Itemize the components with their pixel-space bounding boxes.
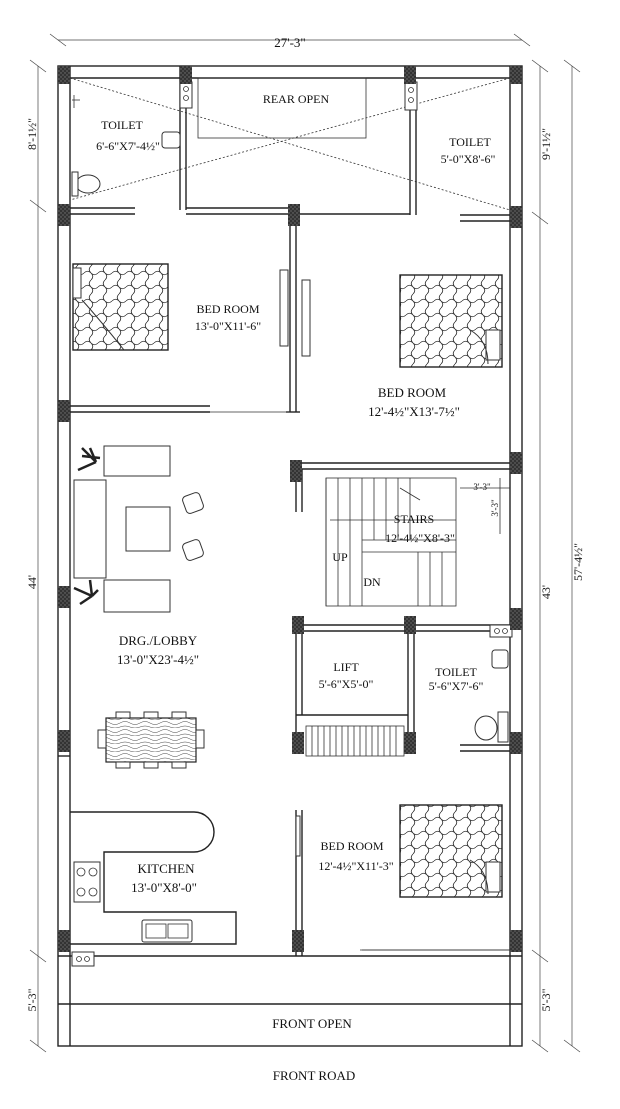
- toilet-right-size: 5'-0"X8'-6": [440, 152, 496, 166]
- lobby-name: DRG./LOBBY: [118, 633, 198, 648]
- stairs-down: DN: [363, 575, 381, 589]
- stairs-size: 12'-4½"X8'-3": [385, 531, 455, 545]
- front-road-label: FRONT ROAD: [272, 1068, 356, 1083]
- toilet-left-name: TOILET: [101, 118, 143, 132]
- lobby-size: 13'-0"X23'-4½": [116, 652, 200, 667]
- lift-size: 5'-6"X5'-0": [318, 677, 374, 691]
- bedroom-2-size: 12'-4½"X13'-7½": [368, 404, 460, 419]
- sink-icon: [142, 920, 192, 942]
- toilet-left-tank-icon: [72, 172, 78, 196]
- bed-1-icon: [73, 264, 168, 350]
- bedroom-1-size: 13'-0"X11'-6": [194, 319, 262, 333]
- dim-overall-width: 27'-3": [274, 35, 306, 50]
- front-open-label: FRONT OPEN: [272, 1016, 352, 1031]
- toilet-right-name: TOILET: [449, 135, 491, 149]
- toilet-mid-shaft-icon: [490, 625, 512, 637]
- bedroom-2-name: BED ROOM: [377, 385, 447, 400]
- bed-2-icon: [400, 275, 502, 367]
- toilet-mid-name: TOILET: [435, 665, 477, 679]
- stairs-name: STAIRS: [393, 512, 435, 526]
- stairs-up: UP: [332, 550, 348, 564]
- dim-right-middle: 43': [539, 584, 553, 600]
- stair-depth-dim: 3'-3": [490, 499, 500, 517]
- dim-left-bottom: 5'-3": [25, 988, 39, 1012]
- dining-table-icon: [98, 712, 204, 768]
- toilet-mid-size: 5'-6"X7'-6": [428, 679, 484, 693]
- bedroom-3-size: 12'-4½"X11'-3": [318, 859, 394, 873]
- toilet-left-washbasin-icon: [162, 132, 180, 148]
- dimension-lines: [30, 34, 580, 1052]
- dim-right-overall: 57'-4½": [571, 542, 585, 582]
- stair-width-dim: 3'-3": [473, 482, 491, 492]
- bedroom-3-name: BED ROOM: [320, 839, 384, 853]
- toilet-left-size: 6'-6"X7'-4½": [96, 139, 160, 153]
- lift-door-hatch: [306, 726, 404, 756]
- kitchen-shaft-icon: [72, 952, 94, 966]
- kitchen-name: KITCHEN: [137, 861, 195, 876]
- sofa-set-icon: [74, 446, 205, 612]
- toilet-right-shaft-icon: [405, 82, 417, 110]
- dim-right-bottom: 5'-3": [539, 988, 553, 1012]
- bedroom-1-name: BED ROOM: [196, 302, 260, 316]
- dim-left-middle: 44': [25, 574, 39, 590]
- bed-3-icon: [400, 805, 502, 897]
- dim-left-top: 8'-1½": [25, 117, 39, 151]
- toilet-left-commode-icon: [76, 175, 100, 193]
- rear-open-label: REAR OPEN: [262, 92, 330, 106]
- toilet-mid-washbasin-icon: [492, 650, 508, 668]
- toilet-left-shaft-icon: [180, 82, 192, 108]
- kitchen-size: 13'-0"X8'-0": [131, 880, 197, 895]
- toilet-mid-commode-icon: [475, 716, 497, 740]
- toilet-mid-tank-icon: [498, 712, 508, 742]
- lift-name: LIFT: [333, 660, 359, 674]
- stove-icon: [74, 862, 100, 902]
- dim-right-top: 9'-1½": [539, 127, 553, 161]
